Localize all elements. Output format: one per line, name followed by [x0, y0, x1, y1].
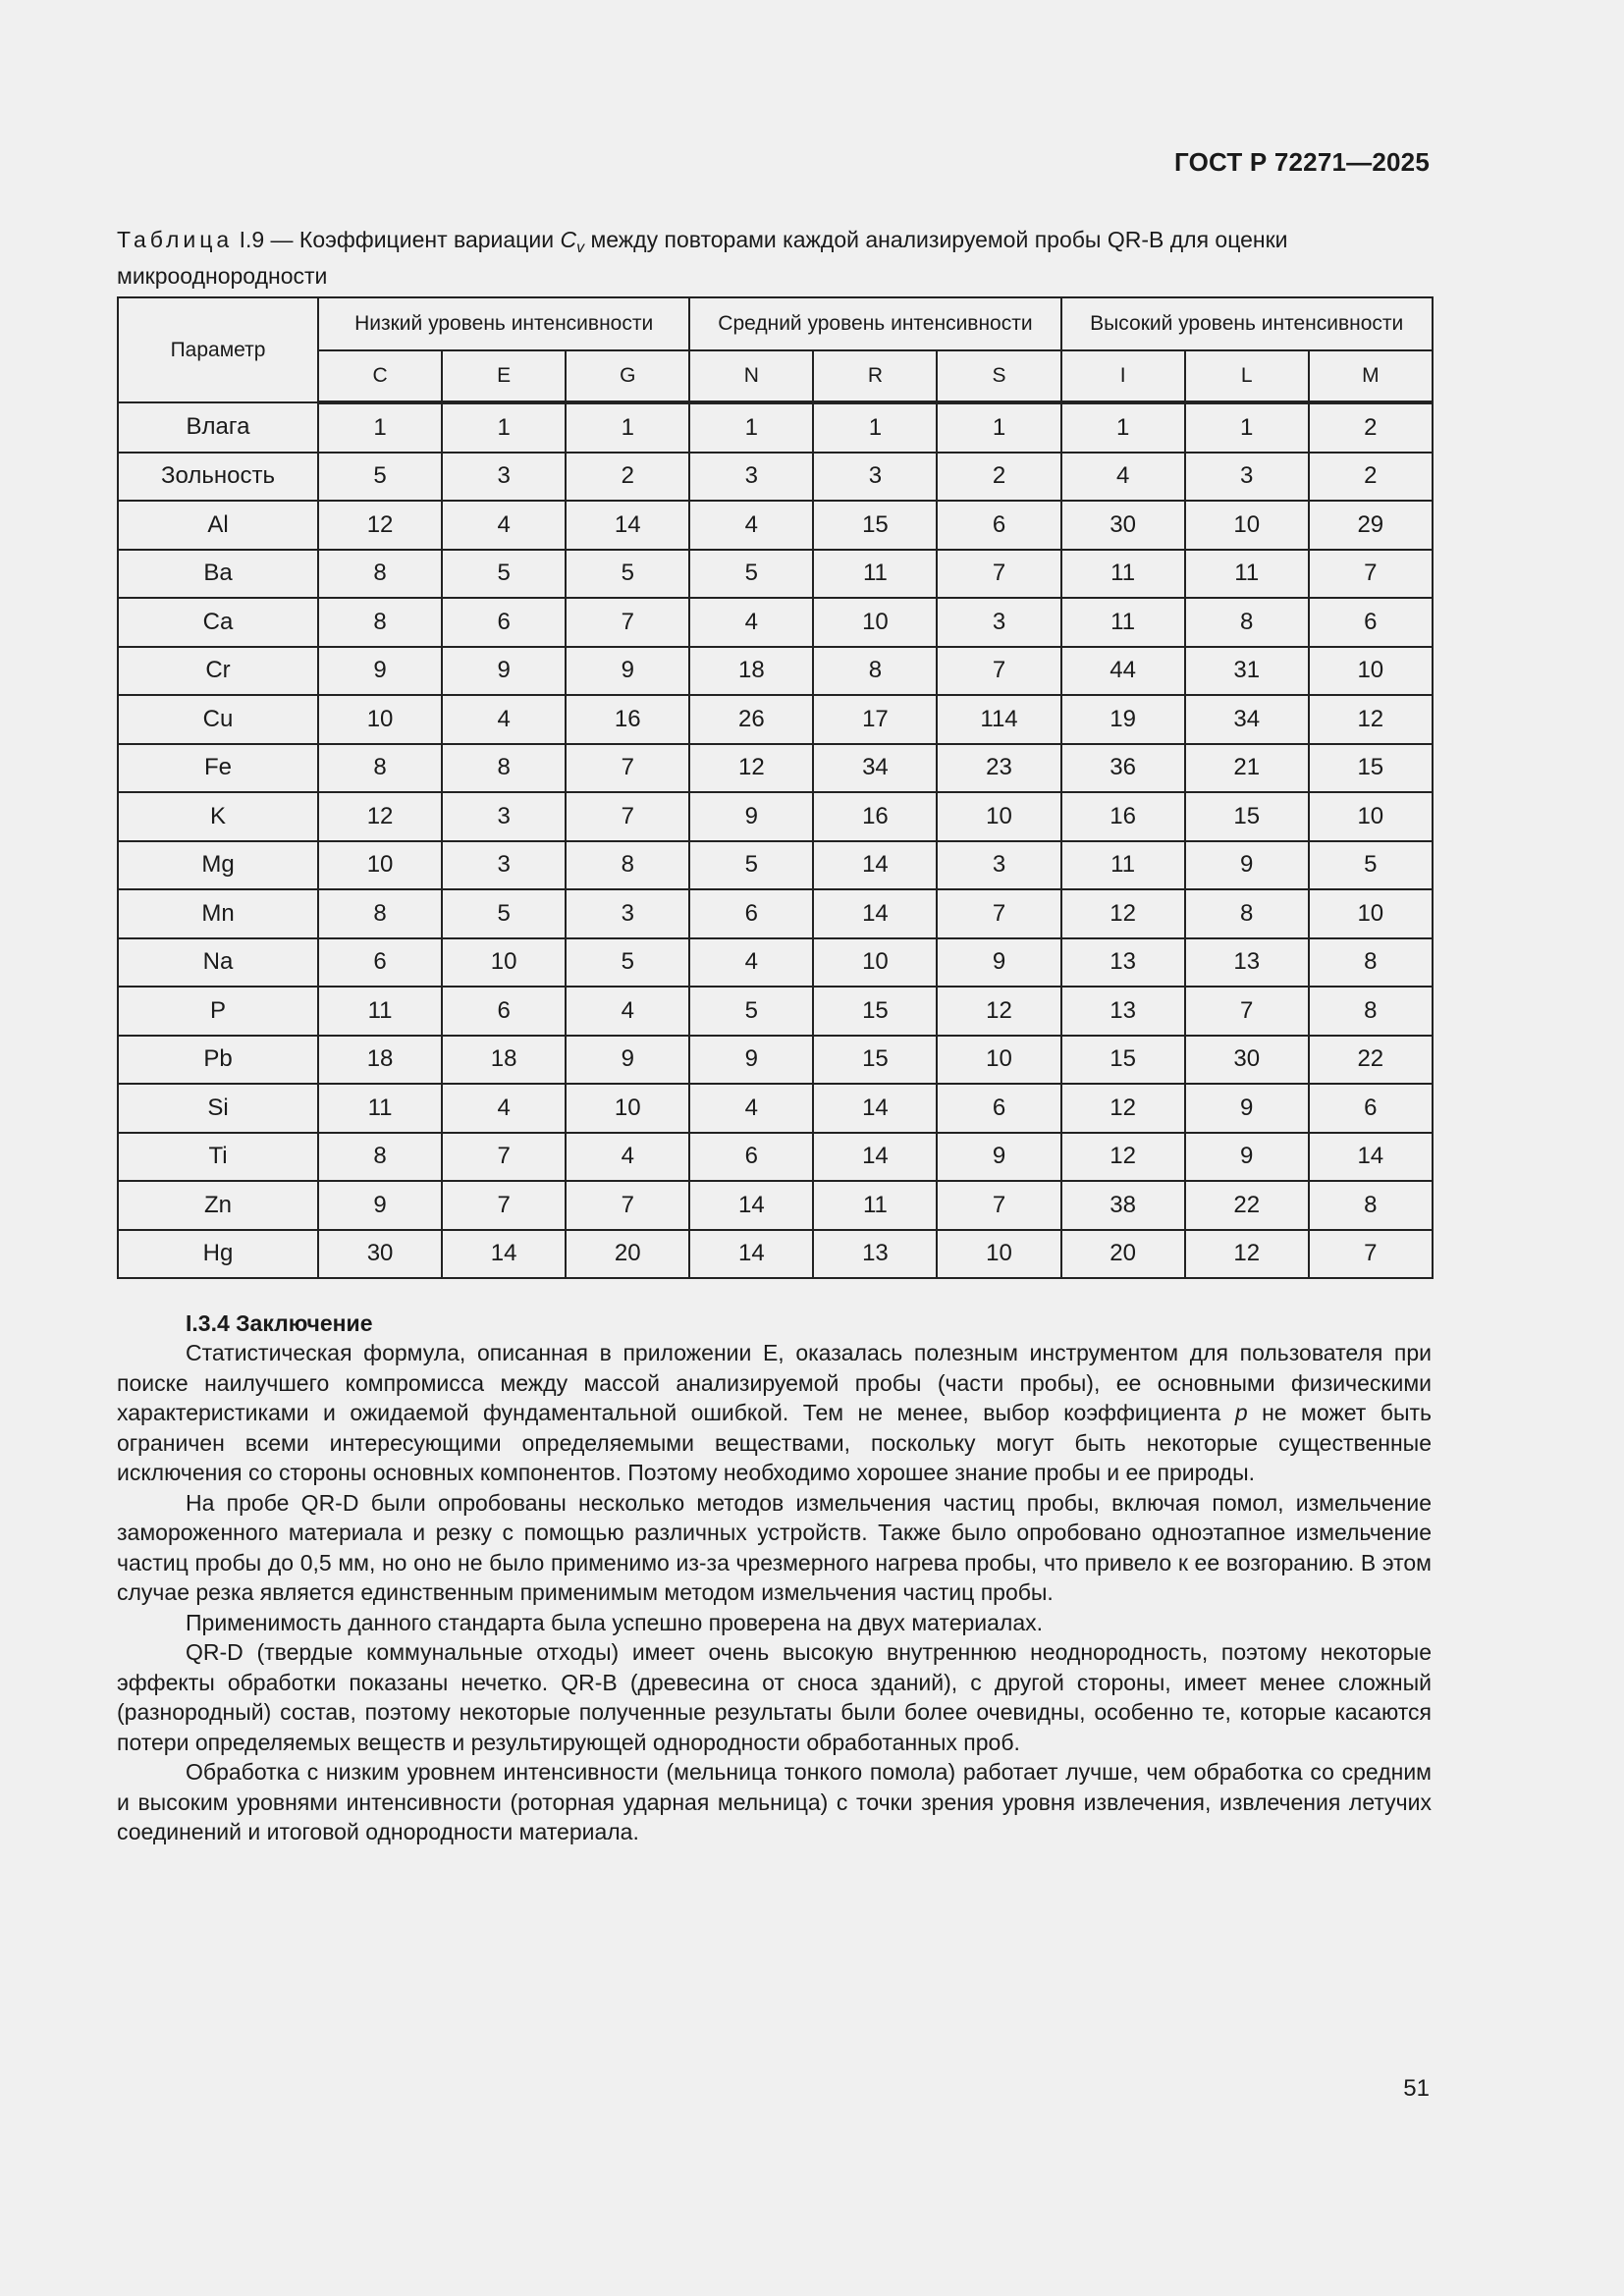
value-cell: 1: [318, 402, 442, 453]
value-cell: 7: [1185, 987, 1309, 1036]
value-cell: 13: [1061, 938, 1185, 988]
value-cell: 4: [442, 501, 566, 550]
value-cell: 15: [813, 987, 937, 1036]
value-cell: 2: [937, 453, 1060, 502]
group-header-medium: Средний уровень интенсивности: [689, 297, 1060, 350]
value-cell: 10: [813, 938, 937, 988]
value-cell: 8: [1309, 987, 1433, 1036]
value-cell: 10: [318, 695, 442, 744]
paragraph: [117, 1338, 1432, 1488]
table-row: [118, 1230, 1433, 1279]
value-cell: 4: [566, 987, 689, 1036]
value-cell: 30: [1061, 501, 1185, 550]
value-cell: 4: [689, 1084, 813, 1133]
value-cell: 7: [566, 598, 689, 647]
value-cell: 9: [566, 1036, 689, 1085]
value-cell: 1: [442, 402, 566, 453]
param-cell: Hg: [118, 1230, 318, 1279]
value-cell: 9: [689, 1036, 813, 1085]
param-cell: Mn: [118, 889, 318, 938]
value-cell: 8: [813, 647, 937, 696]
value-cell: 12: [689, 744, 813, 793]
value-cell: 12: [1185, 1230, 1309, 1279]
page-number: 51: [1403, 2075, 1430, 2102]
value-cell: 1: [566, 402, 689, 453]
value-cell: 5: [442, 889, 566, 938]
table-row: [118, 695, 1433, 744]
value-cell: 10: [1309, 889, 1433, 938]
section-heading: I.3.4 Заключение: [186, 1310, 373, 1336]
param-cell: Cu: [118, 695, 318, 744]
value-cell: 21: [1185, 744, 1309, 793]
value-cell: 5: [318, 453, 442, 502]
value-cell: 9: [937, 1133, 1060, 1182]
caption-text-after: между повторами каждой анализируемой пробы QR-B для оценки микрооднородности: [117, 227, 1288, 289]
value-cell: 3: [1185, 453, 1309, 502]
value-cell: 12: [1061, 1084, 1185, 1133]
value-cell: 12: [937, 987, 1060, 1036]
value-cell: 14: [813, 1133, 937, 1182]
value-cell: 11: [1061, 550, 1185, 599]
value-cell: 31: [1185, 647, 1309, 696]
value-cell: 8: [1185, 889, 1309, 938]
sample-header: N: [689, 350, 813, 402]
value-cell: 11: [813, 550, 937, 599]
param-cell: Ba: [118, 550, 318, 599]
value-cell: 11: [813, 1181, 937, 1230]
value-cell: 15: [813, 1036, 937, 1085]
value-cell: 3: [689, 453, 813, 502]
table-row: [118, 987, 1433, 1036]
value-cell: 13: [1185, 938, 1309, 988]
table-row: [118, 598, 1433, 647]
value-cell: 14: [689, 1230, 813, 1279]
caption-word: Таблица: [117, 227, 234, 252]
value-cell: 4: [442, 695, 566, 744]
table-row: [118, 841, 1433, 890]
value-cell: 11: [318, 987, 442, 1036]
paragraph: Применимость данного стандарта была успешно проверена на двух материалах.: [186, 1609, 1044, 1635]
value-cell: 34: [813, 744, 937, 793]
value-cell: 20: [1061, 1230, 1185, 1279]
value-cell: 9: [318, 647, 442, 696]
variable-p: p: [1234, 1400, 1248, 1425]
value-cell: 6: [937, 1084, 1060, 1133]
paragraph: Обработка с низким уровнем интенсивности (мельница тонкого помола) работает лучше, чем обработка со средним и высоким уровнями интенсивности (роторная ударная мельница) с точки зрения уровня извлечения, извлечения летучих соединений и итоговой однородности материала.: [117, 1759, 1432, 1844]
value-cell: 29: [1309, 501, 1433, 550]
paragraph: QR-D (твердые коммунальные отходы) имеет очень высокую внутреннюю неоднородность, поэтому некоторые эффекты обработки показаны нечетко. QR-B (древесина от сноса зданий), с другой стороны, имеет менее сложный (разнородный) состав, поэтому некоторые полученные результаты были более очевидны, особенно те, которые касаются потери определяемых веществ и результирующей однородности обработанных проб.: [117, 1639, 1432, 1755]
table-row: [118, 1133, 1433, 1182]
value-cell: 22: [1185, 1181, 1309, 1230]
value-cell: 114: [937, 695, 1060, 744]
table-row: [118, 1181, 1433, 1230]
value-cell: 14: [813, 889, 937, 938]
value-cell: 44: [1061, 647, 1185, 696]
paragraph: На пробе QR-D были опробованы несколько методов измельчения частиц пробы, включая помол, измельчение замороженного материала и резку с помощью различных устройств. Также было опробовано одноэтапное измельчение частиц пробы до 0,5 мм, но оно не было применимо из-за чрезмерного нагрева пробы, что привело к ее возгоранию. В этом случае резка является единственным применимым методом измельчения частиц пробы.: [117, 1489, 1432, 1605]
value-cell: 3: [442, 841, 566, 890]
value-cell: 2: [1309, 453, 1433, 502]
value-cell: 15: [1309, 744, 1433, 793]
value-cell: 2: [566, 453, 689, 502]
table-row: [118, 453, 1433, 502]
param-cell: Na: [118, 938, 318, 988]
value-cell: 8: [318, 550, 442, 599]
value-cell: 7: [937, 889, 1060, 938]
param-cell: Cr: [118, 647, 318, 696]
value-cell: 3: [813, 453, 937, 502]
value-cell: 9: [442, 647, 566, 696]
value-cell: 5: [689, 550, 813, 599]
table-row: [118, 889, 1433, 938]
value-cell: 9: [318, 1181, 442, 1230]
value-cell: 5: [689, 987, 813, 1036]
param-cell: Зольность: [118, 453, 318, 502]
value-cell: 30: [318, 1230, 442, 1279]
value-cell: 10: [566, 1084, 689, 1133]
value-cell: 18: [442, 1036, 566, 1085]
value-cell: 6: [1309, 598, 1433, 647]
value-cell: 15: [1061, 1036, 1185, 1085]
table-row: [118, 501, 1433, 550]
caption-cv-subscript: v: [576, 240, 585, 256]
value-cell: 14: [813, 841, 937, 890]
value-cell: 20: [566, 1230, 689, 1279]
value-cell: 3: [937, 598, 1060, 647]
standard-designation: ГОСТ Р 72271—2025: [1174, 147, 1430, 177]
value-cell: 8: [318, 744, 442, 793]
caption-text-before: I.9 — Коэффициент вариации: [233, 227, 561, 252]
value-cell: 8: [442, 744, 566, 793]
value-cell: 16: [1061, 792, 1185, 841]
value-cell: 14: [442, 1230, 566, 1279]
param-cell: Al: [118, 501, 318, 550]
table-caption: [117, 226, 1431, 291]
value-cell: 4: [1061, 453, 1185, 502]
value-cell: 12: [1309, 695, 1433, 744]
value-cell: 17: [813, 695, 937, 744]
sample-header: E: [442, 350, 566, 402]
value-cell: 3: [442, 792, 566, 841]
value-cell: 8: [318, 598, 442, 647]
value-cell: 16: [813, 792, 937, 841]
value-cell: 8: [1309, 938, 1433, 988]
value-cell: 36: [1061, 744, 1185, 793]
group-header-high: Высокий уровень интенсивности: [1061, 297, 1433, 350]
value-cell: 13: [813, 1230, 937, 1279]
value-cell: 7: [937, 1181, 1060, 1230]
value-cell: 9: [937, 938, 1060, 988]
value-cell: 6: [1309, 1084, 1433, 1133]
param-cell: Mg: [118, 841, 318, 890]
value-cell: 9: [689, 792, 813, 841]
table-row: [118, 550, 1433, 599]
sample-header: G: [566, 350, 689, 402]
value-cell: 5: [1309, 841, 1433, 890]
table-row: [118, 792, 1433, 841]
param-cell: P: [118, 987, 318, 1036]
value-cell: 9: [566, 647, 689, 696]
value-cell: 3: [566, 889, 689, 938]
value-cell: 7: [1309, 550, 1433, 599]
sample-header: M: [1309, 350, 1433, 402]
value-cell: 8: [318, 1133, 442, 1182]
value-cell: 10: [937, 792, 1060, 841]
value-cell: 10: [937, 1230, 1060, 1279]
value-cell: 1: [1061, 402, 1185, 453]
table-row: [118, 1036, 1433, 1085]
value-cell: 6: [689, 1133, 813, 1182]
value-cell: 6: [318, 938, 442, 988]
value-cell: 18: [689, 647, 813, 696]
table-row: [118, 647, 1433, 696]
value-cell: 5: [689, 841, 813, 890]
value-cell: 4: [689, 938, 813, 988]
value-cell: 14: [813, 1084, 937, 1133]
value-cell: 4: [566, 1133, 689, 1182]
value-cell: 7: [937, 550, 1060, 599]
value-cell: 9: [1185, 1084, 1309, 1133]
value-cell: 2: [1309, 402, 1433, 453]
value-cell: 12: [318, 792, 442, 841]
value-cell: 14: [1309, 1133, 1433, 1182]
caption-cv-symbol: C: [560, 227, 577, 252]
conclusion-section: [117, 1308, 1432, 1847]
value-cell: 7: [566, 744, 689, 793]
value-cell: 6: [937, 501, 1060, 550]
value-cell: 7: [566, 792, 689, 841]
value-cell: 5: [566, 550, 689, 599]
param-cell: Ca: [118, 598, 318, 647]
value-cell: 10: [1309, 792, 1433, 841]
value-cell: 10: [442, 938, 566, 988]
value-cell: 7: [566, 1181, 689, 1230]
value-cell: 23: [937, 744, 1060, 793]
value-cell: 9: [1185, 841, 1309, 890]
param-cell: Si: [118, 1084, 318, 1133]
value-cell: 3: [442, 453, 566, 502]
value-cell: 6: [442, 987, 566, 1036]
value-cell: 1: [1185, 402, 1309, 453]
table-row: [118, 744, 1433, 793]
value-cell: 15: [1185, 792, 1309, 841]
value-cell: 34: [1185, 695, 1309, 744]
value-cell: 8: [1185, 598, 1309, 647]
value-cell: 7: [1309, 1230, 1433, 1279]
value-cell: 26: [689, 695, 813, 744]
value-cell: 14: [566, 501, 689, 550]
paragraph-text: Статистическая формула, описанная в приложении Е, оказалась полезным инструментом для пользователя при поиске наилучшего компромисса между массой анализируемой пробы (части пробы), ее основными физическими характеристиками и ожидаемой фундаментальной ошибкой. Тем не менее, выбор коэффициента: [117, 1340, 1432, 1425]
paragraph-text: не может быть ограничен всеми интересующими определяемыми веществами, поскольку могут быть некоторые существенные исключения со стороны основных компонентов. Поэтому необходимо хорошее знание пробы и ее природы.: [117, 1400, 1433, 1485]
value-cell: 4: [689, 598, 813, 647]
value-cell: 8: [318, 889, 442, 938]
table-row: [118, 1084, 1433, 1133]
param-cell: Zn: [118, 1181, 318, 1230]
value-cell: 22: [1309, 1036, 1433, 1085]
value-cell: 11: [318, 1084, 442, 1133]
table-body: [118, 402, 1433, 1278]
value-cell: 38: [1061, 1181, 1185, 1230]
sample-header: S: [937, 350, 1060, 402]
value-cell: 7: [442, 1133, 566, 1182]
value-cell: 19: [1061, 695, 1185, 744]
value-cell: 4: [442, 1084, 566, 1133]
param-cell: K: [118, 792, 318, 841]
value-cell: 12: [318, 501, 442, 550]
value-cell: 16: [566, 695, 689, 744]
value-cell: 12: [1061, 889, 1185, 938]
param-cell: Ti: [118, 1133, 318, 1182]
value-cell: 5: [566, 938, 689, 988]
param-cell: Влага: [118, 402, 318, 453]
sample-header: I: [1061, 350, 1185, 402]
value-cell: 14: [689, 1181, 813, 1230]
value-cell: 18: [318, 1036, 442, 1085]
value-cell: 30: [1185, 1036, 1309, 1085]
value-cell: 13: [1061, 987, 1185, 1036]
value-cell: 10: [1185, 501, 1309, 550]
value-cell: 4: [689, 501, 813, 550]
sample-header: C: [318, 350, 442, 402]
sample-header: L: [1185, 350, 1309, 402]
value-cell: 8: [566, 841, 689, 890]
value-cell: 15: [813, 501, 937, 550]
value-cell: 10: [318, 841, 442, 890]
table-row: [118, 938, 1433, 988]
table-row: [118, 402, 1433, 453]
value-cell: 10: [1309, 647, 1433, 696]
value-cell: 7: [937, 647, 1060, 696]
value-cell: 7: [442, 1181, 566, 1230]
value-cell: 10: [813, 598, 937, 647]
cv-table: [117, 296, 1434, 1279]
value-cell: 1: [813, 402, 937, 453]
group-header-low: Низкий уровень интенсивности: [318, 297, 689, 350]
param-cell: Fe: [118, 744, 318, 793]
value-cell: 3: [937, 841, 1060, 890]
value-cell: 11: [1185, 550, 1309, 599]
value-cell: 1: [689, 402, 813, 453]
value-cell: 6: [689, 889, 813, 938]
sample-header: R: [813, 350, 937, 402]
value-cell: 12: [1061, 1133, 1185, 1182]
value-cell: 6: [442, 598, 566, 647]
value-cell: 11: [1061, 841, 1185, 890]
value-cell: 1: [937, 402, 1060, 453]
value-cell: 9: [1185, 1133, 1309, 1182]
param-header: Параметр: [118, 297, 318, 402]
param-cell: Pb: [118, 1036, 318, 1085]
value-cell: 10: [937, 1036, 1060, 1085]
value-cell: 11: [1061, 598, 1185, 647]
value-cell: 8: [1309, 1181, 1433, 1230]
value-cell: 5: [442, 550, 566, 599]
